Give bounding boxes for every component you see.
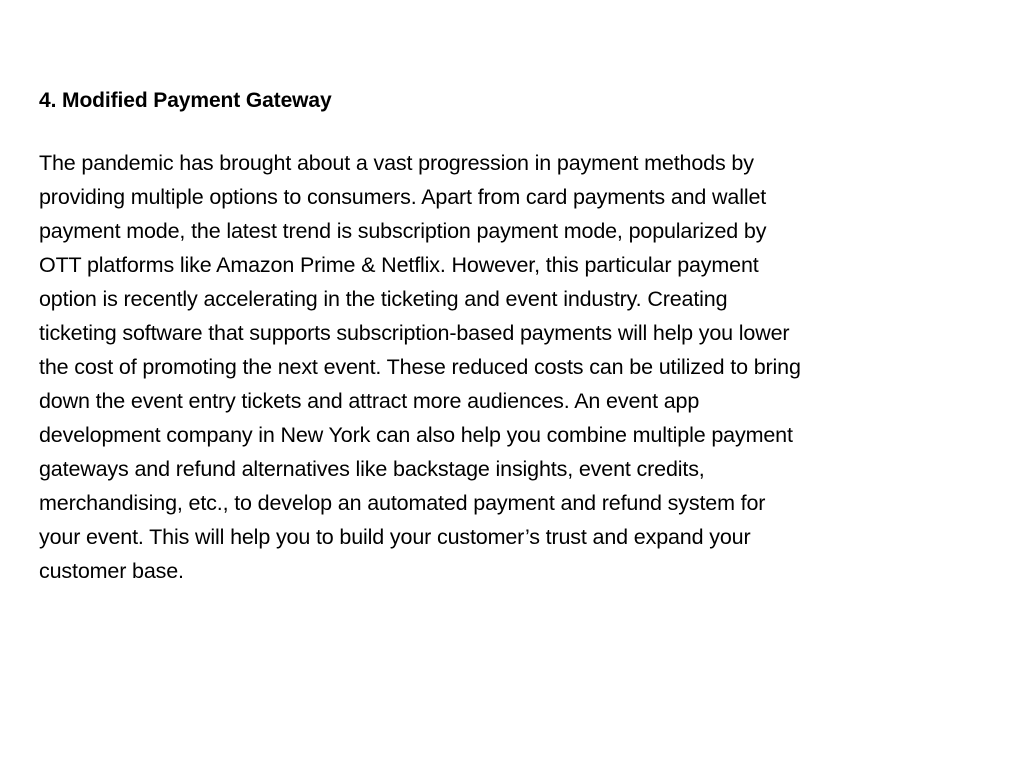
body-line: gateways and refund alternatives like backstage insights, event credits, — [39, 457, 705, 481]
body-line: the cost of promoting the next event. These reduced costs can be utilized to bring — [39, 355, 801, 379]
body-line: The pandemic has brought about a vast progression in payment methods by — [39, 151, 754, 175]
body-line: development company in New York can also help you combine multiple payment — [39, 423, 793, 447]
slide-content — [39, 86, 989, 588]
body-paragraph — [39, 146, 989, 588]
body-line: OTT platforms like Amazon Prime & Netflix. However, this particular payment — [39, 253, 759, 277]
body-line: your event. This will help you to build your customer’s trust and expand your — [39, 525, 751, 549]
body-line: payment mode, the latest trend is subscription payment mode, popularized by — [39, 219, 767, 243]
body-line: merchandising, etc., to develop an automated payment and refund system for — [39, 491, 766, 515]
body-line: ticketing software that supports subscription-based payments will help you lower — [39, 321, 790, 345]
body-line: customer base. — [39, 559, 184, 583]
body-line: down the event entry tickets and attract more audiences. An event app — [39, 389, 700, 413]
body-line: providing multiple options to consumers. Apart from card payments and wallet — [39, 185, 767, 209]
slide-heading: 4. Modified Payment Gateway — [39, 89, 332, 112]
body-line: option is recently accelerating in the ticketing and event industry. Creating — [39, 287, 728, 311]
